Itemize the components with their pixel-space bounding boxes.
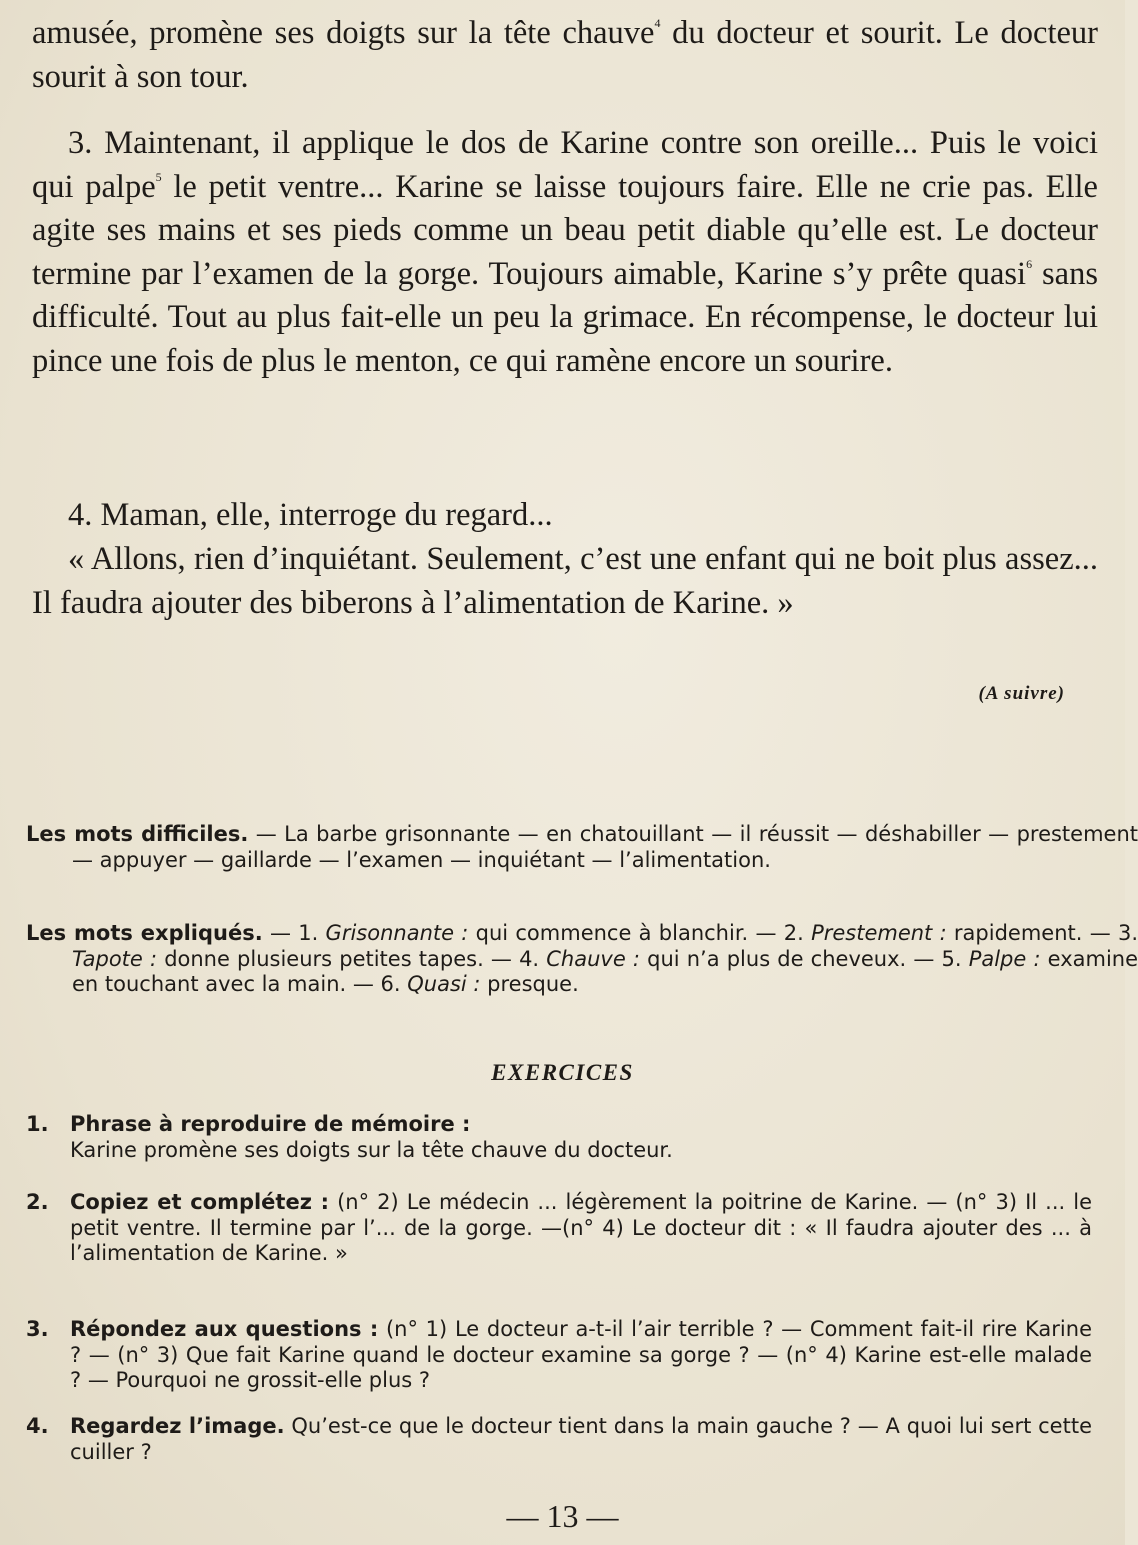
exercise-item xyxy=(26,1414,1092,1465)
definition-text: qui commence à blanchir. xyxy=(468,921,749,945)
exercise-text: Karine promène ses doigts sur la tête chauve du docteur. xyxy=(70,1137,673,1162)
definition-prefix: — 6. xyxy=(346,972,408,996)
mots-difficiles-label: Les mots difficiles. xyxy=(26,822,249,846)
mots-expliques xyxy=(26,921,1138,998)
definition-prefix: — 4. xyxy=(483,946,547,971)
story-paragraph-2 xyxy=(32,122,1098,384)
definition-prefix: — 2. xyxy=(748,921,812,945)
exercise-text: (n° 1) Le docteur a-t-il l’air terrible ? — Comment fait-il rire Karine ? — (n° 3) Que fait Karine quand le docteur examine sa gorge ? — (n° 4) Karine est-elle malade ? — Pourquoi ne grossit-elle plus ? xyxy=(70,1317,1093,1392)
footnote-marker: 4 xyxy=(654,16,661,30)
story-text: 3. Maintenant, il applique le dos de Karine contre son oreille... Puis le voici qui palpe xyxy=(32,125,1098,205)
exercices-heading: EXERCICES xyxy=(491,1060,634,1085)
defined-word: Grisonnante : xyxy=(325,921,469,945)
exercise-number: 1. xyxy=(26,1112,49,1136)
exercise-label: Répondez aux questions : xyxy=(70,1317,379,1341)
exercise-number: 4. xyxy=(26,1414,49,1438)
exercise-label: Regardez l’image. xyxy=(70,1414,285,1438)
defined-word: Chauve : xyxy=(546,946,640,971)
defined-word: Prestement : xyxy=(811,921,947,945)
exercise-number: 2. xyxy=(26,1190,49,1214)
definition-text: rapidement. xyxy=(946,921,1083,945)
story-paragraph-1 xyxy=(32,12,1098,99)
exercise-label: Phrase à reproduire de mémoire : xyxy=(70,1112,471,1136)
exercise-item xyxy=(26,1112,1092,1163)
exercise-item xyxy=(26,1317,1092,1394)
page-number: — 13 — xyxy=(506,1498,619,1534)
definition-text: qui n’a plus de cheveux. xyxy=(639,946,907,971)
mots-difficiles-text: — La barbe grisonnante — en chatouillant — il réussit — déshabiller — prestement — appuyer — gaillarde — l’examen — inquiétant — l’alimentation. xyxy=(72,822,1138,872)
a-suivre-note: (A suivre) xyxy=(978,683,1065,704)
definition-prefix: — 1. xyxy=(262,921,326,945)
footnote-marker: 5 xyxy=(155,169,162,184)
exercise-number: 3. xyxy=(26,1317,49,1341)
exercise-item xyxy=(26,1190,1092,1267)
story-text: amusée, promène ses doigts sur la tête chauve xyxy=(32,15,655,51)
mots-difficiles xyxy=(26,822,1138,873)
footnote-marker: 6 xyxy=(1026,256,1033,271)
exercise-text: Qu’est-ce que le docteur tient dans la main gauche ? — A quoi lui sert cette cuiller ? xyxy=(70,1414,1092,1464)
defined-word: Quasi : xyxy=(407,972,481,996)
mots-expliques-label: Les mots expliqués. xyxy=(26,921,263,945)
defined-word: Palpe : xyxy=(968,946,1041,971)
story-text: du docteur et sourit. Le docteur sourit à son tour. xyxy=(32,15,1098,95)
definition-prefix: — 5. xyxy=(906,946,969,971)
definition-text: examine en touchant avec la main. xyxy=(72,946,1138,996)
story-text: le petit ventre... Karine se laisse toujours faire. Elle ne crie pas. Elle agite ses mains et ses pieds comme un beau petit diable qu’elle est. Le docteur termine par l’examen de la gorge. Toujours aimable, Karine s’y prête quasi xyxy=(32,168,1098,292)
exercise-label: Copiez et complétez : xyxy=(70,1190,330,1214)
definition-prefix: — 3. xyxy=(1082,921,1138,945)
story-text: sans difficulté. Tout au plus fait-elle un peu la grimace. En récompense, le docteur lui pince une fois de plus le menton, ce qui ramène encore un sourire. xyxy=(32,255,1098,379)
defined-word: Tapote : xyxy=(72,946,158,971)
story-paragraph-4: « Allons, rien d’inquiétant. Seulement, c’est une enfant qui ne boit plus assez... Il faudra ajouter des biberons à l’alimentation de Karine. » xyxy=(32,541,1098,621)
story-paragraph-3: 4. Maman, elle, interroge du regard... xyxy=(68,497,553,533)
exercise-text: (n° 2) Le médecin ... légèrement la poitrine de Karine. — (n° 3) Il ... le petit ventre. Il termine par l’... de la gorge. —(n° 4) Le docteur dit : « Il faudra ajouter des ... à l’alimentation de Karine. » xyxy=(70,1190,1092,1265)
definition-text: donne plusieurs petites tapes. xyxy=(157,946,484,971)
definition-text: presque. xyxy=(480,972,579,996)
